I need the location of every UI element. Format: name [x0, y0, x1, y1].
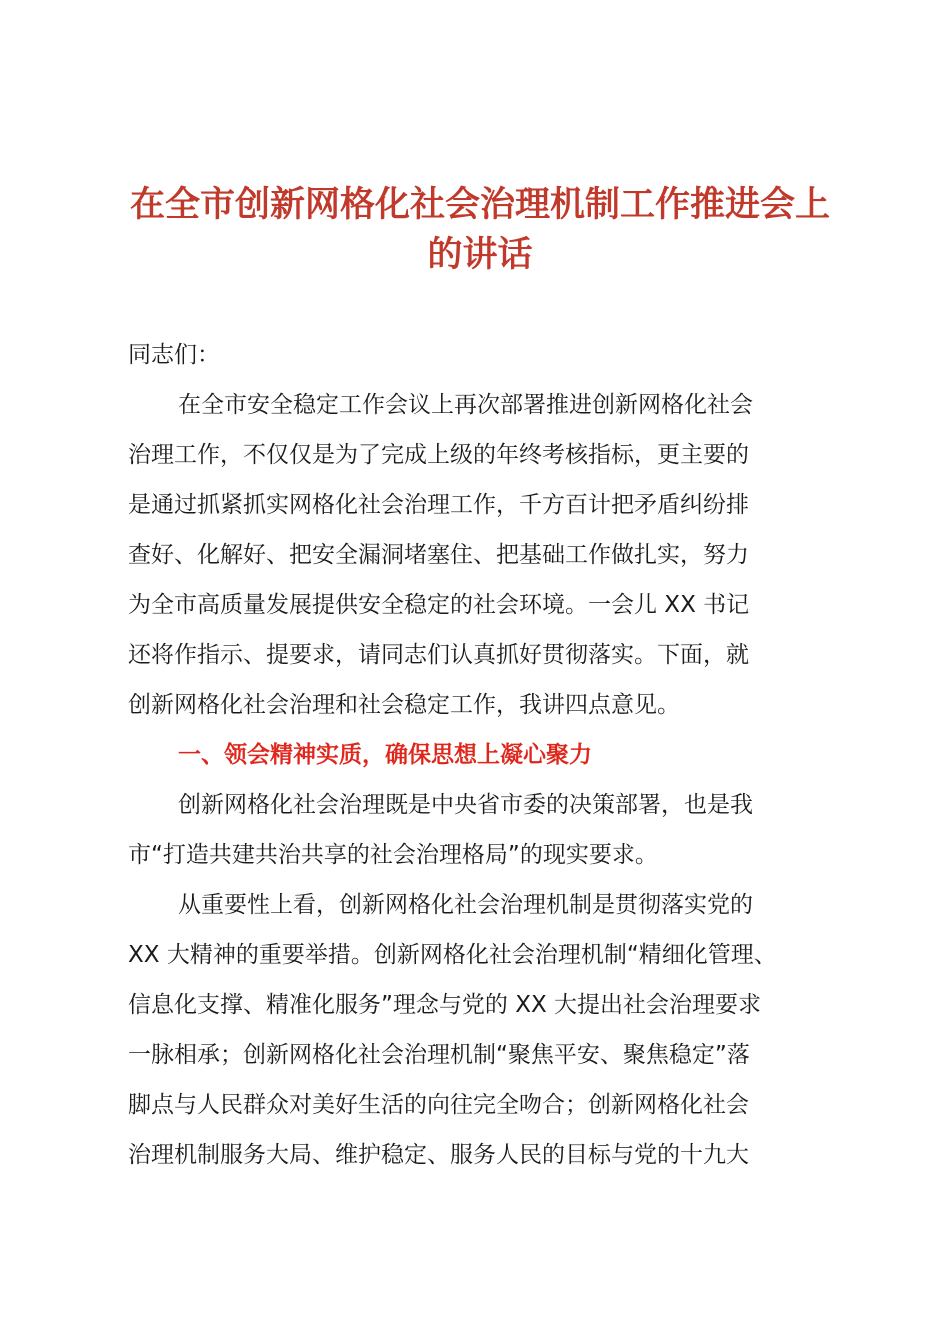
paragraph-line: 是通过抓紧抓实网格化社会治理工作，千方百计把矛盾纠纷排: [128, 492, 749, 518]
paragraph-line: 市“打造共建共治共享的社会治理格局”的现实要求。: [128, 842, 658, 868]
document-body: [128, 330, 838, 1180]
document-title: [110, 180, 850, 280]
title-line: 的讲话: [427, 235, 533, 275]
paragraph-line: 信息化支撑、精准化服务”理念与党的 XX 大提出社会治理要求: [128, 992, 762, 1018]
paragraph-line: 创新网格化社会治理既是中央省市委的决策部署，也是我: [178, 792, 753, 818]
section-heading-1: 一、领会精神实质，确保思想上凝心聚力: [178, 742, 592, 768]
paragraph-line: 创新网格化社会治理和社会稳定工作，我讲四点意见。: [128, 692, 680, 718]
paragraph-decision: [128, 780, 838, 880]
paragraph-line: 脚点与人民群众对美好生活的向往完全吻合；创新网格化社会: [128, 1092, 749, 1118]
paragraph-intro: [128, 380, 838, 730]
title-line: 在全市创新网格化社会治理机制工作推进会上: [129, 185, 830, 225]
paragraph-importance: [128, 880, 838, 1180]
paragraph-line: 一脉相承；创新网格化社会治理机制“聚焦平安、聚焦稳定”落: [128, 1042, 750, 1068]
paragraph-line: XX 大精神的重要举措。创新网格化社会治理机制“精细化管理、: [128, 942, 777, 968]
paragraph-line: 治理机制服务大局、维护稳定、服务人民的目标与党的十九大: [128, 1142, 749, 1168]
paragraph-line: 在全市安全稳定工作会议上再次部署推进创新网格化社会: [178, 392, 753, 418]
salutation: 同志们：: [128, 342, 220, 368]
paragraph-line: 还将作指示、提要求，请同志们认真抓好贯彻落实。下面，就: [128, 642, 749, 668]
paragraph-line: 为全市高质量发展提供安全稳定的社会环境。一会儿 XX 书记: [128, 592, 750, 618]
paragraph-line: 治理工作，不仅仅是为了完成上级的年终考核指标，更主要的: [128, 442, 749, 468]
paragraph-line: 从重要性上看，创新网格化社会治理机制是贯彻落实党的: [178, 892, 753, 918]
paragraph-line: 查好、化解好、把安全漏洞堵塞住、把基础工作做扎实，努力: [128, 542, 749, 568]
